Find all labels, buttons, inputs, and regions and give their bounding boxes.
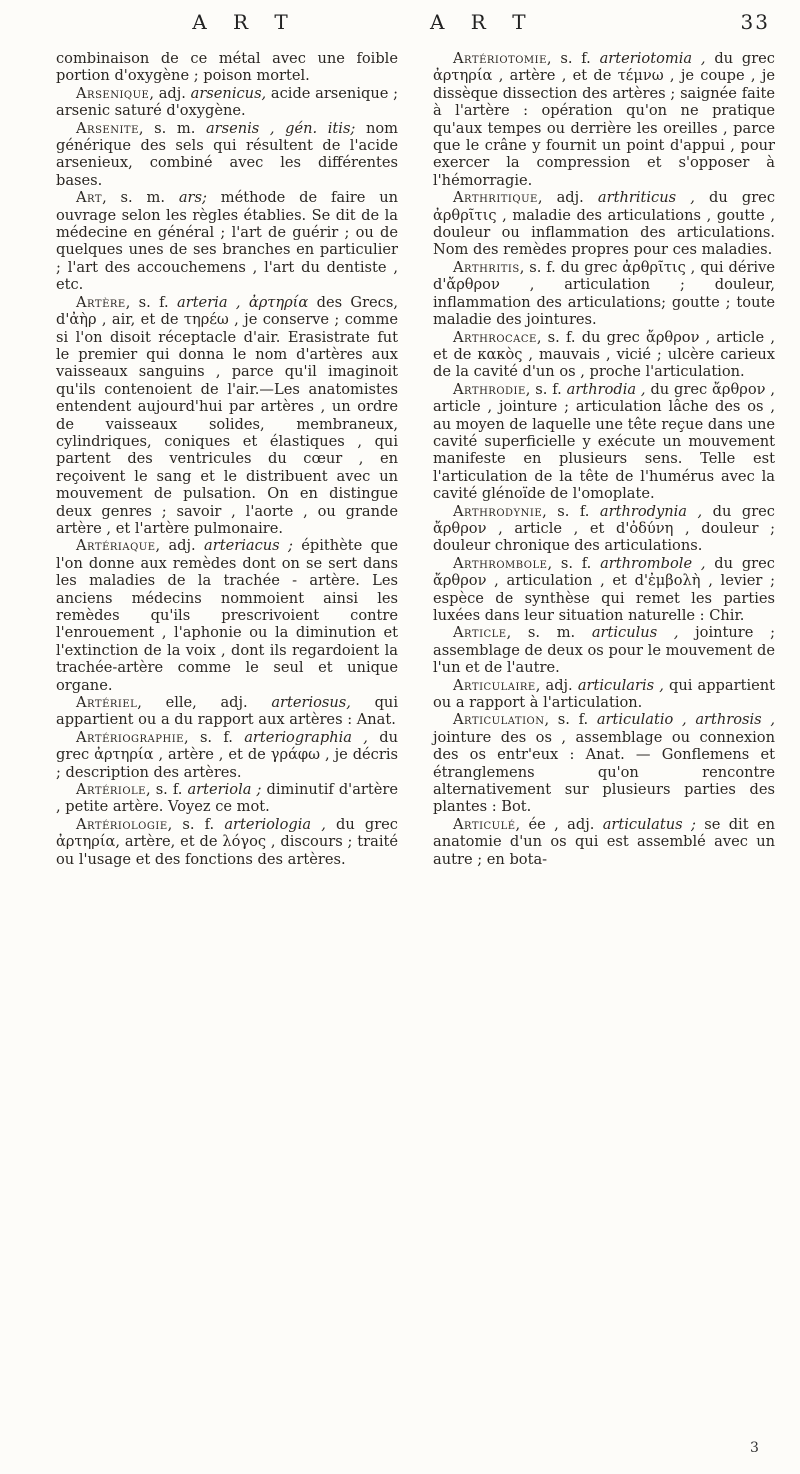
entry-grammar: , adj. [537, 189, 598, 207]
running-head-right-text: A R T [430, 10, 536, 34]
entry-grammar: , s. f. [183, 728, 245, 746]
entry-definition: ἀρθρῖτις , qui dérive d'ἄρθρον , articulation ; douleur, inflammation des articulations; goutte ; toute maladie des jointures. [433, 258, 775, 329]
entry-headword: Artériologie [76, 815, 168, 833]
entry-grammar: , s. f. [145, 781, 188, 799]
entry-latin-term: articulatio , arthrosis , [596, 711, 775, 729]
entry-headword: Articulaire [453, 676, 536, 694]
entry-grammar: , s. m. [138, 119, 206, 137]
entry-headword: Artériaque [76, 537, 156, 555]
entry-definition: des Grecs, d'ἀὴρ , air, et de τηρέω , je conserve ; comme si l'on disoit réceptacle d'air. Erasistrate fut le premier qui donna le nom d'artères aux vaisseaux sanguins , parce qu'il imaginoit qu'ils contenoient de l'air.—Les anatomistes entendent aujourd'hui par artères , un ordre de vaisseaux solides, membraneux, cylindriques, coniques et élastiques , qui partent des ventricules du cœur , en reçoivent le sang et le distribuent avec un mouvement de pulsation. On en distingue deux genres ; savoir , l'aorte , ou grande artère , et l'artère pulmonaire. [56, 293, 398, 537]
dictionary-entry [433, 677, 775, 712]
entry-grammar: , s. m. [102, 189, 179, 207]
dictionary-entry [56, 816, 398, 868]
entry-definition: méthode de faire un ouvrage selon les règles établies. Se dit de la médecine en général ; l'art de guérir ; ou de quelques unes de ses branches en particulier ; l'art des accouchemens , l'art du dentiste , etc. [56, 189, 398, 294]
page-number: 33 [740, 10, 770, 34]
entry-headword: Artère [76, 293, 126, 311]
entry-grammar: , adj. [535, 676, 578, 694]
entry-latin-term: arthrodynia , [599, 502, 703, 520]
entry-latin-term: arthrodia , [566, 380, 646, 398]
entry-latin-term: arteria , ἀρτηρία [177, 293, 309, 311]
entry-headword: Arthrocace [453, 328, 537, 346]
entry-latin-term: arteriola ; [187, 781, 262, 799]
entry-latin-term: arthrombole , [600, 554, 706, 572]
entry-grammar: , s. m. [506, 624, 592, 642]
entry-grammar: , s. f. [547, 554, 601, 572]
entry-definition: épithète que l'on donne aux remèdes dont on se sert dans les maladies de la trachée - artère. Les anciens médecins nommoient ainsi les remèdes qu'ils prescrivoient contre l'enrouement , l'aphonie ou la diminution et l'extinction de la voix , dont ils regardoient la trachée-artère comme le seul et unique organe. [56, 537, 399, 694]
entry-latin-term: arteriotomia , [599, 50, 706, 67]
dictionary-entry [56, 537, 398, 694]
dictionary-entry [433, 259, 775, 329]
entry-grammar: , s. f. [167, 815, 225, 833]
entry-grammar: , s. f. [542, 502, 600, 520]
entry-headword: Artériographie [76, 728, 184, 746]
entry-definition: ἄρθρον , article , et de κακὸς , mauvais , vicié ; ulcère carieux de la cavité d'un os , proche l'articulation. [433, 328, 775, 381]
entry-definition: du grec ἀρτηρία, artère, et de λόγος , discours ; traité ou l'usage et des fonctions des artères. [56, 815, 398, 868]
entry-definition: qui appartient ou a rapport à l'articulation. [433, 676, 776, 712]
entry-headword: Artériole [76, 781, 146, 799]
entry-grammar: , s. f. du grec [519, 258, 623, 276]
right-column [433, 50, 775, 868]
running-head-right [430, 10, 770, 36]
entry-latin-term: articulus , [591, 624, 679, 642]
entry-latin-term: arteriosus, [271, 694, 351, 712]
dictionary-entry [56, 85, 398, 120]
entry-latin-term: ars; [178, 189, 207, 207]
dictionary-entry [56, 120, 398, 190]
entry-latin-term: arsenis , gén. itis; [205, 119, 356, 137]
running-head-left-text: A R T [192, 10, 298, 34]
entry-grammar: , s. f. [544, 711, 597, 729]
entry-headword: Arthritis [453, 258, 520, 276]
entry-latin-term: arteriographia , [244, 728, 368, 746]
left-column [56, 50, 398, 868]
entry-grammar: , s. f. [525, 380, 567, 398]
entry-headword: Arthrodynie [453, 502, 543, 520]
entry-definition: du grec ἀρθρῖτις , maladie des articulations , goutte , douleur ou inflammation des articulations. Nom des remèdes propres pour ces maladies. [433, 189, 775, 259]
entry-headword: Arthrombole [453, 554, 548, 572]
entry-definition: diminutif d'artère , petite artère. Voyez ce mot. [56, 781, 398, 816]
signature-mark: 3 [750, 1440, 759, 1456]
entry-grammar: , adj. [155, 537, 205, 555]
entry-latin-term: articularis , [577, 676, 664, 694]
entry-definition: jointure ; assemblage de deux os pour le mouvement de l'un et de l'autre. [433, 624, 775, 677]
entry-grammar: , elle, adj. [137, 694, 272, 712]
entry-definition: du grec ἄρθρον , article , et d'ὀδύνη , douleur ; douleur chronique des articulations. [433, 502, 775, 555]
entry-grammar: , s. f. [125, 293, 178, 311]
entry-headword: Arsenite [76, 119, 139, 137]
dictionary-entry [56, 294, 398, 538]
entry-headword: Arsenique [76, 84, 150, 102]
dictionary-entry [56, 694, 398, 729]
entry-latin-term: arteriologia , [224, 815, 326, 833]
dictionary-entry [433, 50, 775, 189]
entry-definition: du grec ἄρθρον , articulation , et d'ἐμβολὴ , levier ; espèce de synthèse qui remet les parties luxées dans leur situation naturelle : Chir. [433, 554, 775, 624]
entry-latin-term: arthriticus , [597, 189, 695, 207]
entry-definition: qui appartient ou a du rapport aux artères : Anat. [56, 694, 398, 729]
dictionary-entry [433, 503, 775, 555]
dictionary-entry [433, 711, 775, 815]
dictionary-entry [433, 816, 775, 868]
entry-headword: Article [453, 624, 507, 642]
entry-latin-term: arsenicus, [190, 84, 267, 102]
dictionary-entry [56, 189, 398, 293]
entry-grammar: , s. f. [546, 50, 600, 67]
dictionary-entry [433, 555, 775, 625]
entry-headword: Arthritique [453, 189, 538, 207]
dictionary-entry [433, 381, 775, 503]
entry-headword: Articulé [453, 815, 516, 833]
entry-grammar: , s. f. du grec [536, 328, 646, 346]
entry-latin-term: arteriacus ; [204, 537, 293, 555]
entry-definition: se dit en anatomie d'un os qui est assemblé avec un autre ; en bota- [433, 815, 775, 868]
entry-definition: du grec ἀρτηρία , artère , et de γράφω , je décris ; description des artères. [56, 728, 398, 781]
entry-definition: nom générique des sels qui résultent de l'acide arsenieux, combiné avec les différentes bases. [56, 119, 398, 189]
entry-definition: acide arsenique ; arsenic saturé d'oxygène. [56, 84, 399, 120]
entry-definition: du grec ἀρτηρία , artère , et de τέμνω , je coupe , je dissèque dissection des artères ; saignée faite à l'artère : opération qu'on ne pratique qu'aux tempes ou derrière les oreilles , parce que le crâne y fournit un point d'appui , pour exercer la compression et s'opposer à l'hémorragie. [433, 50, 775, 189]
entry-headword: Articulation [453, 711, 545, 729]
dictionary-entry [56, 729, 398, 781]
dictionary-entry [433, 329, 775, 381]
entry-definition: jointure des os , assemblage ou connexion des os entr'eux : Anat. — Gonflemens et étranglemens qu'on rencontre alternativement sur plusieurs parties des plantes : Bot. [433, 728, 775, 816]
entry-headword: Art [76, 189, 103, 207]
entry-grammar: , ée , adj. [515, 815, 603, 833]
entry-headword: Artériotomie [453, 50, 547, 67]
dictionary-entry [433, 624, 775, 676]
entry-grammar: combinaison de ce métal avec une foible portion d'oxygène ; poison mortel. [56, 50, 398, 85]
dictionary-entry [56, 50, 398, 85]
entry-headword: Arthrodie [453, 380, 526, 398]
entry-definition: du grec ἄρθρον , article , jointure ; articulation lâche des os , au moyen de laquelle une tête reçue dans une cavité superficielle y exécute un mouvement manifeste en plusieurs sens. Telle est l'articulation de la tête de l'humérus avec la cavité glénoïde de l'omoplate. [433, 380, 775, 503]
entry-headword: Artériel [76, 694, 138, 712]
dictionary-entry [433, 189, 775, 259]
entry-latin-term: articulatus ; [602, 815, 696, 833]
dictionary-entry [56, 781, 398, 816]
entry-grammar: , adj. [149, 84, 191, 102]
running-head-left [90, 10, 400, 36]
